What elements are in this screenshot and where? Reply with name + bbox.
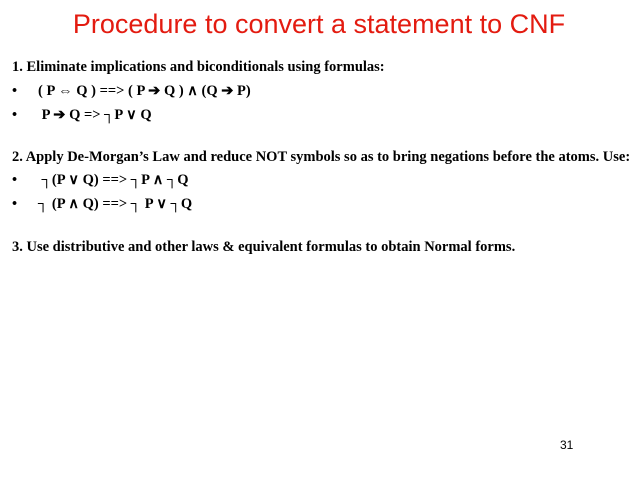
bullet-symbol: •: [12, 196, 18, 212]
slide-title: Procedure to convert a statement to CNF: [72, 9, 566, 39]
step3-heading: 3. Use distributive and other laws & equivalent formulas to obtain Normal forms.: [12, 239, 516, 255]
slide-body: [12, 55, 632, 259]
page-number: 31: [560, 438, 574, 452]
step1-bullet-1: [12, 79, 632, 103]
step1-bullet-1-text: ( P ⇔ Q ) ==> ( P ➔ Q ) ∧ (Q ➔ P): [38, 83, 251, 99]
bullet-symbol: •: [12, 107, 18, 123]
step1-bullet-2: [12, 103, 632, 127]
step1-heading: 1. Eliminate implications and biconditionals using formulas:: [12, 59, 385, 75]
step2-bullet-1: [12, 168, 632, 192]
bullet-symbol: •: [12, 172, 18, 188]
step2-bullet-2-text: ┐ (P ∧ Q) ==> ┐ P ∨ ┐Q: [38, 196, 193, 212]
step2-bullet-2: [12, 192, 632, 216]
step2-bullet-1-text: ┐(P ∨ Q) ==> ┐P ∧ ┐Q: [38, 172, 189, 188]
spacer: [12, 216, 632, 235]
bullet-symbol: •: [12, 83, 18, 99]
step2-heading: 2. Apply De-Morgan’s Law and reduce NOT symbols so as to bring negations before the atoms. Use:: [12, 149, 631, 165]
step1-bullet-2-text: P ➔ Q => ┐P ∨ Q: [38, 107, 152, 123]
spacer: [12, 127, 632, 146]
